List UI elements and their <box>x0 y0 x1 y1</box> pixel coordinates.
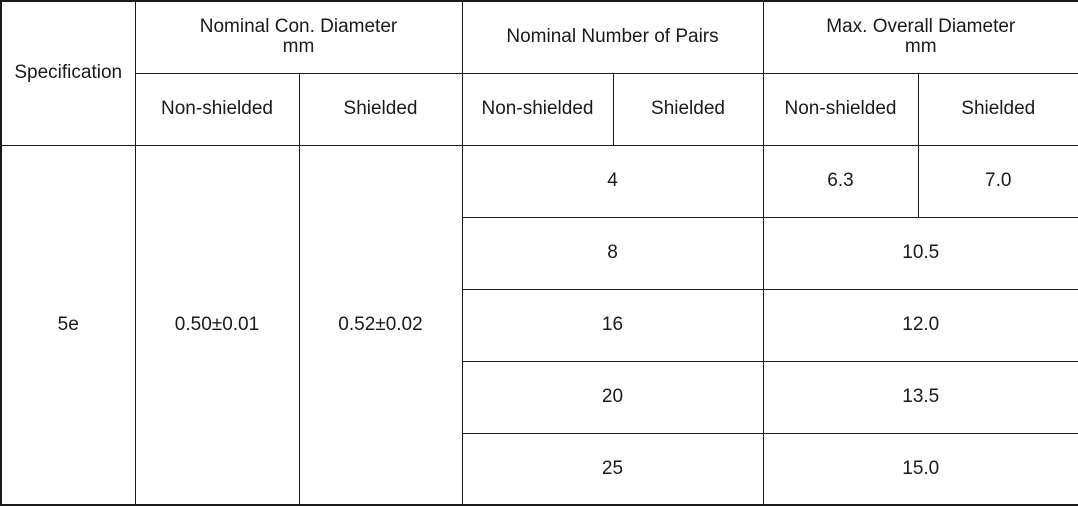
subheader-overall-non-shielded: Non-shielded <box>763 73 918 145</box>
subheader-overall-shielded: Shielded <box>918 73 1078 145</box>
cell-overall: 12.0 <box>763 289 1078 361</box>
cell-specification: 5e <box>1 145 135 505</box>
subheader-con-non-shielded: Non-shielded <box>135 73 299 145</box>
cell-overall: 15.0 <box>763 433 1078 505</box>
cell-overall: 10.5 <box>763 217 1078 289</box>
header-overall-diameter <box>763 1 1078 73</box>
cell-pairs: 8 <box>462 217 763 289</box>
subheader-pairs-shielded: Shielded <box>613 73 763 145</box>
header-pairs: Nominal Number of Pairs <box>462 1 763 73</box>
cell-pairs: 16 <box>462 289 763 361</box>
subheader-con-shielded: Shielded <box>299 73 462 145</box>
cell-overall-non-shielded: 6.3 <box>763 145 918 217</box>
cell-pairs: 25 <box>462 433 763 505</box>
cell-overall-shielded: 7.0 <box>918 145 1078 217</box>
cell-overall: 13.5 <box>763 361 1078 433</box>
cell-pairs: 20 <box>462 361 763 433</box>
cell-con-shielded: 0.52±0.02 <box>299 145 462 505</box>
header-overall-diameter-unit: mm <box>904 36 937 58</box>
header-con-diameter <box>135 1 462 73</box>
header-specification: Specification <box>1 1 135 145</box>
header-con-diameter-unit: mm <box>282 36 315 58</box>
subheader-pairs-non-shielded: Non-shielded <box>462 73 613 145</box>
header-overall-diameter-title: Max. Overall Diameter <box>826 16 1016 38</box>
cell-con-non-shielded: 0.50±0.01 <box>135 145 299 505</box>
cell-pairs: 4 <box>462 145 763 217</box>
header-con-diameter-title: Nominal Con. Diameter <box>199 16 398 38</box>
table-row <box>1 145 1078 217</box>
